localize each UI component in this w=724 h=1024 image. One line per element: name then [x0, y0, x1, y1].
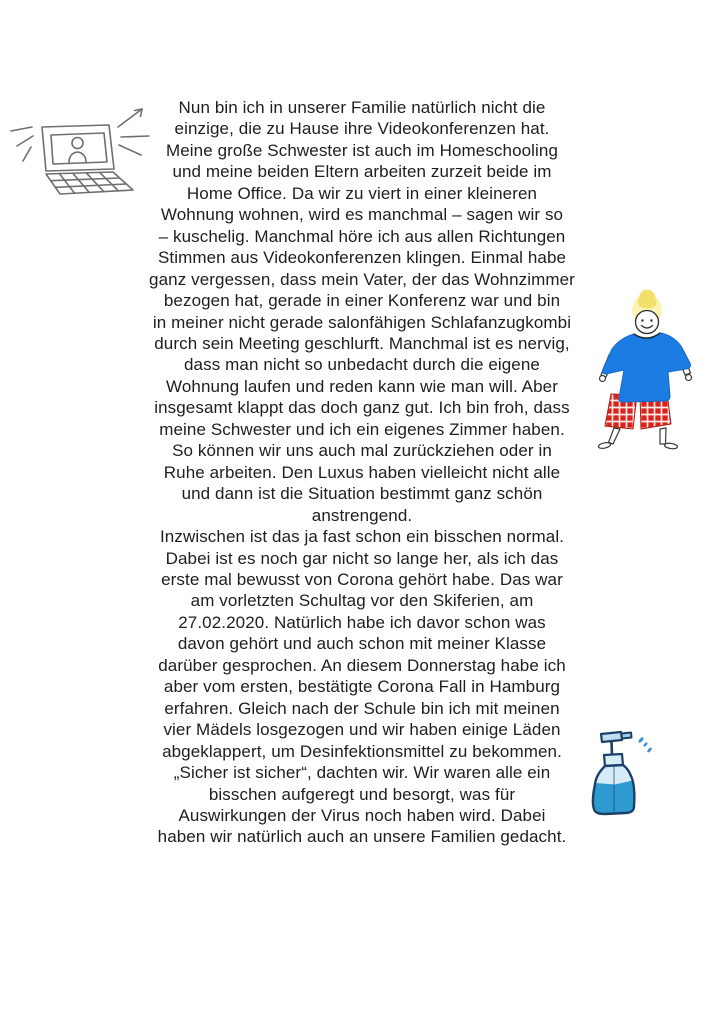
text-line: vier Mädels losgezogen und wir haben einige Läden	[163, 720, 561, 740]
text-line: – kuschelig. Manchmal höre ich aus allen Richtungen	[158, 226, 566, 246]
text-line: Nun bin ich in unserer Familie natürlich nicht die	[178, 98, 546, 117]
text-line: Inzwischen ist das ja fast schon ein bisschen normal.	[159, 527, 565, 547]
hair	[638, 290, 657, 309]
text-line: Ruhe arbeiten. Den Luxus haben vielleicht nicht alle	[163, 462, 561, 482]
text-line: haben wir natürlich auch an unsere Familien gedacht.	[157, 827, 567, 847]
disinfectant-bottle-icon	[585, 722, 670, 822]
text-line: Stimmen aus Videokonferenzen klingen. Einmal habe	[157, 248, 567, 268]
text-line: 27.02.2020. Natürlich habe ich davor schon was	[178, 612, 546, 632]
text-line: und dann ist die Situation bestimmt ganz schön	[181, 484, 543, 504]
text-line: ganz vergessen, dass mein Vater, der das Wohnzimmer	[149, 269, 575, 289]
diary-text	[132, 97, 592, 848]
spray-droplets	[638, 736, 653, 753]
text-line: davon gehört und auch schon mit meiner Klasse	[177, 634, 547, 654]
text-line: Wohnung laufen und reden kann wie man will. Aber	[166, 376, 558, 396]
text-line: bezogen hat, gerade in einer Konferenz war und bin	[163, 291, 561, 311]
text-line: abgeklappert, um Desinfektionsmittel zu bekommen.	[162, 741, 562, 761]
text-line: erfahren. Gleich nach der Schule bin ich mit meinen	[164, 698, 560, 718]
text-line: So können wir uns auch mal zurückziehen oder in	[172, 441, 552, 461]
text-line: Home Office. Da wir zu viert in einer kleineren	[186, 183, 538, 203]
text-line: bisschen aufgeregt und besorgt, was für	[208, 784, 516, 804]
text-line: aber vom ersten, bestätigte Corona Fall in Hamburg	[163, 677, 561, 697]
laptop-videocall-icon	[0, 106, 152, 218]
text-line: einzige, die zu Hause ihre Videokonferenzen hat.	[174, 119, 550, 139]
text-line: insgesamt klappt das doch ganz gut. Ich bin froh, dass	[154, 398, 570, 418]
text-line: in meiner nicht gerade salonfähigen Schlafanzugkombi	[152, 312, 572, 332]
text-line: am vorletzten Schultag vor den Skiferien, am	[190, 591, 534, 611]
text-line: Dabei ist es noch gar nicht so lange her, als ich das	[165, 548, 559, 568]
text-line: „Sicher ist sicher“, dachten wir. Wir waren alle ein	[173, 763, 551, 783]
text-line: dass man nicht so unbedacht durch die eigene	[184, 355, 540, 375]
text-line: darüber gesprochen. An diesem Donnerstag habe ich	[158, 655, 566, 675]
text-line: Auswirkungen der Virus noch haben wird. Dabei	[178, 805, 546, 825]
t-shirt	[602, 333, 690, 402]
text-line: und meine beiden Eltern arbeiten zurzeit beide im	[172, 162, 552, 182]
text-line: erste mal bewusst von Corona gehört habe. Das war	[161, 569, 563, 589]
text-line: Meine große Schwester ist auch im Homeschooling	[165, 140, 559, 160]
text-line: meine Schwester und ich ein eigenes Zimmer haben.	[159, 419, 565, 439]
text-line: durch sein Meeting geschlurft. Manchmal ist es nervig,	[154, 333, 570, 353]
boy-pajamas-icon	[588, 278, 708, 463]
text-line: anstrengend.	[311, 505, 413, 525]
text-line: Wohnung wohnen, wird es manchmal – sagen wir so	[160, 205, 564, 225]
